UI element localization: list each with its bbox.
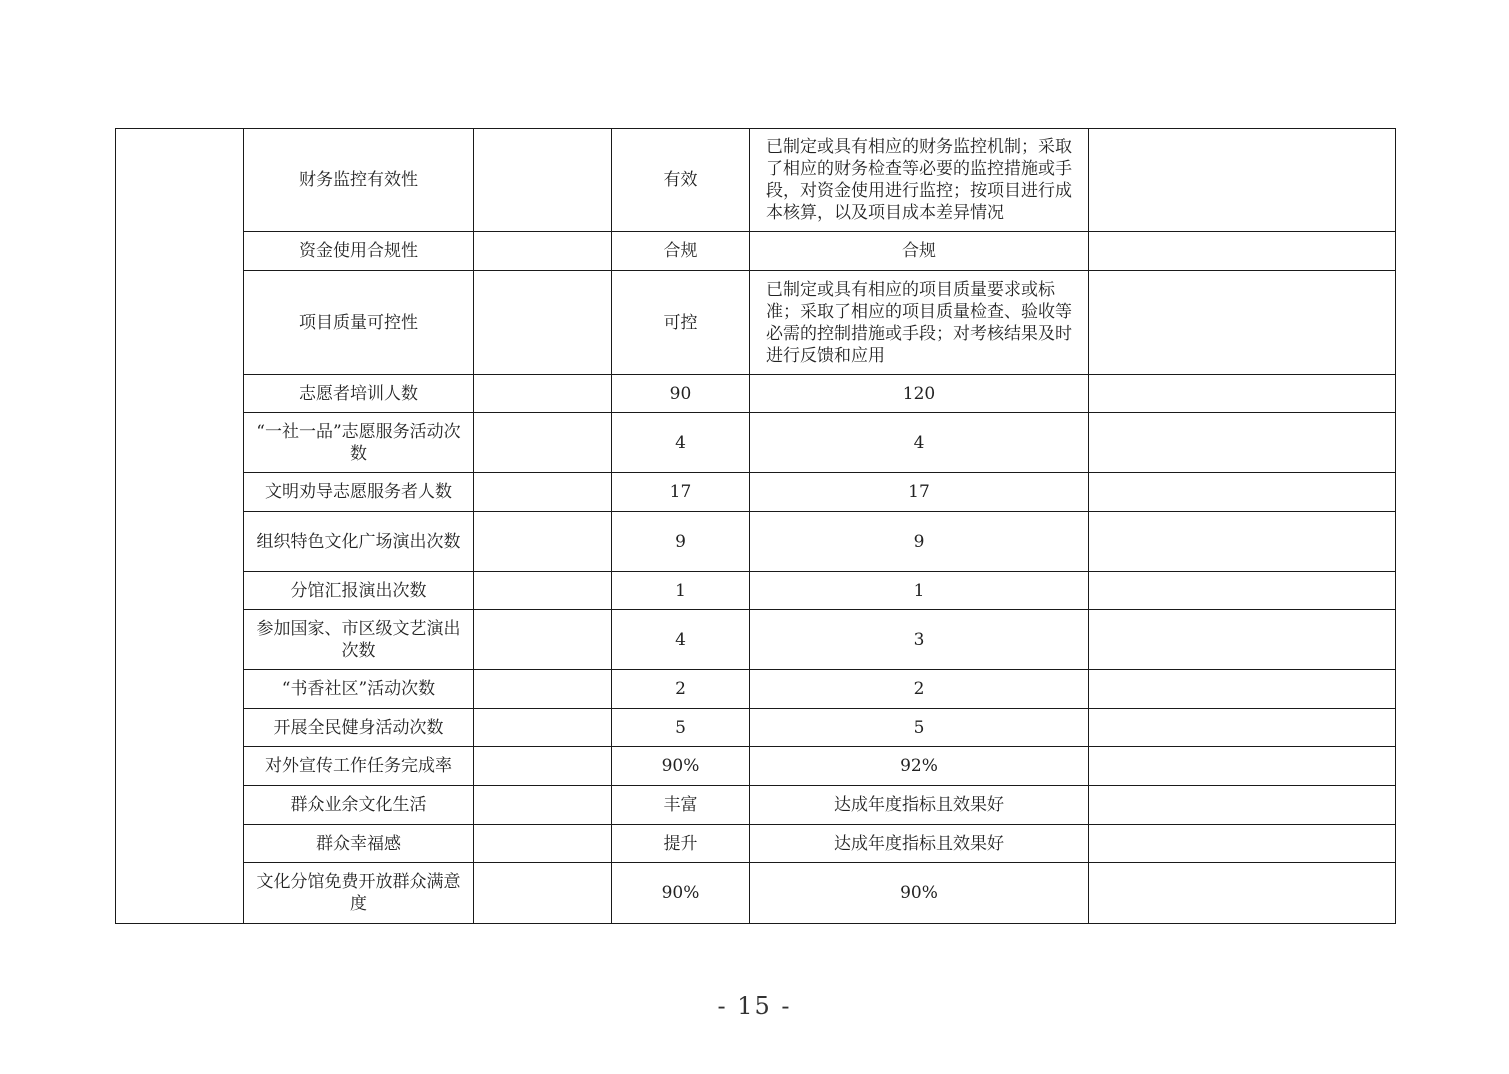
blank-cell [474, 512, 612, 572]
target-value-cell: 合规 [612, 232, 750, 271]
indicator-cell: “书香社区”活动次数 [244, 670, 474, 709]
actual-value-cell: 3 [750, 610, 1089, 670]
indicator-cell: 资金使用合规性 [244, 232, 474, 271]
actual-value-cell: 120 [750, 375, 1089, 413]
target-value-cell: 1 [612, 572, 750, 610]
page-number: - 15 - [717, 992, 792, 1020]
target-value-cell: 90% [612, 747, 750, 786]
table-row [116, 413, 1396, 473]
indicator-cell: 分馆汇报演出次数 [244, 572, 474, 610]
actual-value-cell: 达成年度指标且效果好 [750, 825, 1089, 863]
blank-cell [474, 786, 612, 825]
remark-cell [1089, 572, 1396, 610]
merged-category-cell [116, 129, 244, 924]
blank-cell [474, 271, 612, 375]
target-value-cell: 17 [612, 473, 750, 512]
indicator-cell: 志愿者培训人数 [244, 375, 474, 413]
table-row [116, 271, 1396, 375]
indicator-cell: 组织特色文化广场演出次数 [244, 512, 474, 572]
blank-cell [474, 572, 612, 610]
table-row [116, 232, 1396, 271]
table-body [116, 129, 1396, 924]
indicator-cell: 财务监控有效性 [244, 129, 474, 232]
target-value-cell: 5 [612, 709, 750, 747]
target-value-cell: 90% [612, 863, 750, 924]
actual-value-cell: 已制定或具有相应的财务监控机制；采取了相应的财务检查等必要的监控措施或手段，对资金使用进行监控；按项目进行成本核算，以及项目成本差异情况 [750, 129, 1089, 232]
table-row [116, 863, 1396, 924]
performance-table [115, 128, 1396, 924]
blank-cell [474, 610, 612, 670]
table-row [116, 129, 1396, 232]
blank-cell [474, 825, 612, 863]
blank-cell [474, 863, 612, 924]
table-row [116, 786, 1396, 825]
remark-cell [1089, 413, 1396, 473]
indicator-cell: 对外宣传工作任务完成率 [244, 747, 474, 786]
remark-cell [1089, 375, 1396, 413]
remark-cell [1089, 786, 1396, 825]
target-value-cell: 90 [612, 375, 750, 413]
blank-cell [474, 747, 612, 786]
table-row [116, 512, 1396, 572]
blank-cell [474, 413, 612, 473]
target-value-cell: 可控 [612, 271, 750, 375]
target-value-cell: 丰富 [612, 786, 750, 825]
table-row [116, 473, 1396, 512]
remark-cell [1089, 473, 1396, 512]
indicator-cell: 群众业余文化生活 [244, 786, 474, 825]
actual-value-cell: 合规 [750, 232, 1089, 271]
blank-cell [474, 473, 612, 512]
actual-value-cell: 5 [750, 709, 1089, 747]
target-value-cell: 提升 [612, 825, 750, 863]
indicator-cell: 文明劝导志愿服务者人数 [244, 473, 474, 512]
indicator-cell: 群众幸福感 [244, 825, 474, 863]
blank-cell [474, 129, 612, 232]
indicator-cell: 文化分馆免费开放群众满意度 [244, 863, 474, 924]
blank-cell [474, 709, 612, 747]
actual-value-cell: 2 [750, 670, 1089, 709]
remark-cell [1089, 512, 1396, 572]
remark-cell [1089, 271, 1396, 375]
target-value-cell: 有效 [612, 129, 750, 232]
actual-value-cell: 92% [750, 747, 1089, 786]
actual-value-cell: 1 [750, 572, 1089, 610]
target-value-cell: 4 [612, 413, 750, 473]
actual-value-cell: 9 [750, 512, 1089, 572]
table-row [116, 747, 1396, 786]
remark-cell [1089, 610, 1396, 670]
blank-cell [474, 670, 612, 709]
actual-value-cell: 90% [750, 863, 1089, 924]
table-row [116, 375, 1396, 413]
blank-cell [474, 232, 612, 271]
target-value-cell: 9 [612, 512, 750, 572]
remark-cell [1089, 863, 1396, 924]
table-row [116, 825, 1396, 863]
target-value-cell: 2 [612, 670, 750, 709]
blank-cell [474, 375, 612, 413]
indicator-cell: 参加国家、市区级文艺演出次数 [244, 610, 474, 670]
table-row [116, 610, 1396, 670]
actual-value-cell: 已制定或具有相应的项目质量要求或标准；采取了相应的项目质量检查、验收等必需的控制措施或手段；对考核结果及时进行反馈和应用 [750, 271, 1089, 375]
remark-cell [1089, 747, 1396, 786]
actual-value-cell: 达成年度指标且效果好 [750, 786, 1089, 825]
remark-cell [1089, 709, 1396, 747]
table-row [116, 709, 1396, 747]
remark-cell [1089, 670, 1396, 709]
indicator-cell: 项目质量可控性 [244, 271, 474, 375]
table-row [116, 572, 1396, 610]
remark-cell [1089, 825, 1396, 863]
indicator-cell: “一社一品”志愿服务活动次数 [244, 413, 474, 473]
actual-value-cell: 4 [750, 413, 1089, 473]
remark-cell [1089, 129, 1396, 232]
table-row [116, 670, 1396, 709]
remark-cell [1089, 232, 1396, 271]
actual-value-cell: 17 [750, 473, 1089, 512]
indicator-cell: 开展全民健身活动次数 [244, 709, 474, 747]
target-value-cell: 4 [612, 610, 750, 670]
